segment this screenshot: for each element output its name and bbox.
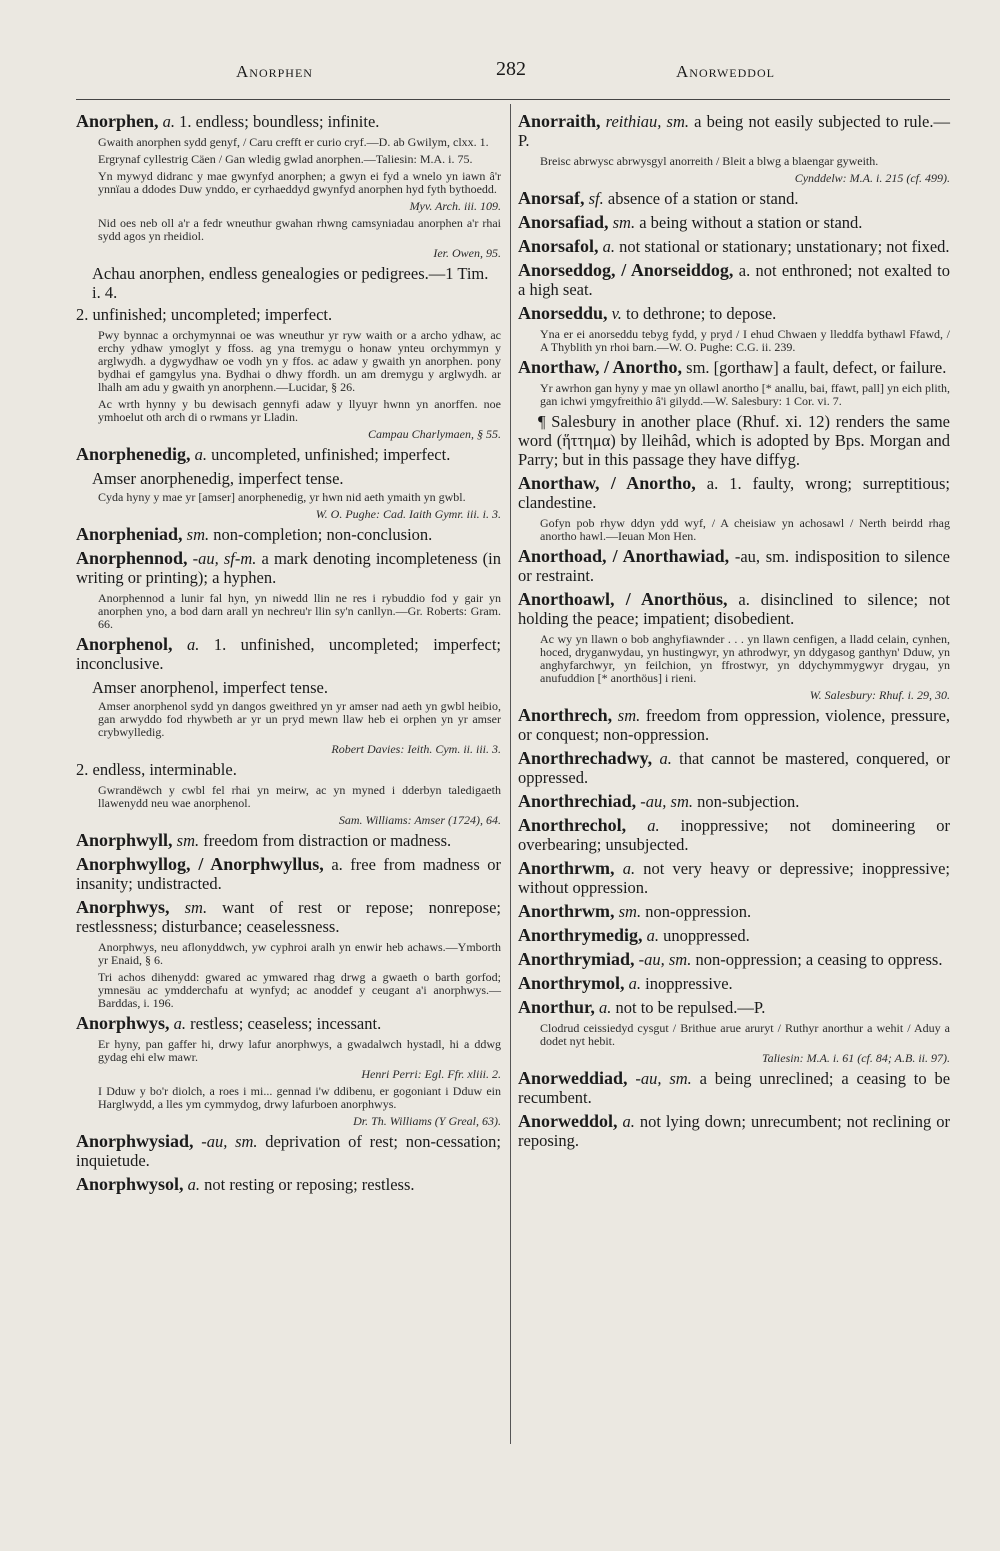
header-last-word: Anorweddol	[676, 62, 775, 81]
entry-anorseddog	[518, 261, 950, 299]
headword: Anorthrymedig,	[518, 925, 643, 945]
part-of-speech: sm.	[612, 213, 636, 232]
headword-pair: Anorthaw, / Anortho,	[518, 473, 696, 493]
definition: a mark denoting incompleteness (in writing or printing); a hyphen.	[76, 549, 501, 587]
headword-pair: Anorthoawl, / Anorthöus,	[518, 589, 728, 609]
quotation: Anorphwys, neu aflonyddwch, yw cyphroi aralh yn enwir heb achaws.—Ymborth yr Enaid, § 6.	[98, 940, 501, 967]
quotation: Ergrynaf cyllestrig Cäen / Gan wledig gwlad anorphen.—Taliesin: M.A. i. 75.	[98, 152, 473, 166]
part-of-speech: v.	[611, 304, 622, 323]
definition: not lying down; unrecumbent; not reclining or reposing.	[518, 1112, 951, 1150]
definition: not resting or reposing; restless.	[200, 1175, 415, 1194]
part-of-speech: -au, sm.	[635, 1069, 692, 1088]
entry-anorsafiad	[518, 213, 950, 232]
column-divider	[510, 104, 511, 1444]
headword: Anorthrechiad,	[518, 791, 637, 811]
part-of-speech: a.	[598, 998, 612, 1017]
definition: not stational or stationary; unstationary; not fixed.	[615, 237, 950, 256]
quotation: Yr awrhon gan hyny y mae yn ollawl anortho [* anallu, bai, ffawt, pall] yn eich plith, gan ichwi ymgyfreithio â'i gilydd.—W. Salesbury: 1 Cor. vi. 7.	[540, 381, 950, 408]
definition: a being unreclined; a ceasing to be recumbent.	[518, 1069, 951, 1107]
definition: want of rest or repose; nonrepose; restlessness; disturbance; ceaselessness.	[76, 898, 502, 936]
entry-anorthrwm-noun	[518, 902, 950, 921]
definition: sm. [gorthaw] a fault, defect, or failure.	[686, 358, 947, 377]
headword: Anorthrech,	[518, 705, 613, 725]
headword: Anorphenol,	[76, 634, 173, 654]
headword-pair: Anorseddog, / Anorseiddog,	[518, 260, 734, 280]
part-of-speech: a.	[173, 1014, 187, 1033]
part-of-speech: -au, sm.	[640, 792, 694, 811]
definition: unoppressed.	[659, 926, 750, 945]
headword: Anorraith,	[518, 111, 601, 131]
headword: Anorweddol,	[518, 1111, 618, 1131]
entry-anorphenol	[76, 635, 501, 673]
headword: Anorseddu,	[518, 303, 608, 323]
headword: Anorsafol,	[518, 236, 599, 256]
headword: Anorthrechadwy,	[518, 748, 653, 768]
part-of-speech: reithiau, sm.	[605, 112, 690, 131]
entry-anorphwys-adj	[76, 1014, 501, 1033]
entry-anorthrymol	[518, 974, 950, 993]
quotation: Gofyn pob rhyw ddyn ydd wyf, / A cheisiaw yn achosawl / Nerth beirdd rhag anortho hawl.—Ieuan Mon Hen.	[540, 516, 950, 543]
definition: a. free from madness or insanity; undistracted.	[76, 855, 502, 893]
citation: Henri Perri: Egl. Ffr. xliii. 2.	[361, 1067, 501, 1081]
headword: Anorphwyll,	[76, 830, 173, 850]
citation: Robert Davies: Ieith. Cym. ii. iii. 3.	[331, 742, 501, 756]
headword: Anorphwys,	[76, 1013, 170, 1033]
definition: a. 1. faulty, wrong; surreptitious; clandestine.	[518, 474, 950, 512]
headword: Anorthrwm,	[518, 858, 615, 878]
header-first-word: Anorphen	[236, 62, 313, 81]
citation: Cynddelw: M.A. i. 215 (cf. 499).	[794, 171, 950, 185]
definition: not very heavy or depressive; inoppressive; without oppression.	[518, 859, 950, 897]
part-of-speech: a.	[646, 926, 659, 945]
part-of-speech: a.	[622, 859, 636, 878]
part-of-speech: -au, sf-m.	[192, 549, 257, 568]
quotation: Yn mywyd didranc y mae gwynfyd anorphen; a gwyn ei fyd a wnelo yn iawn â'r ynnïau a ddodes Duw ynddo, er cyrhaeddyd gwynfyd anorphen hyd fyth bythoedd.	[98, 169, 501, 196]
entry-anorsafol	[518, 237, 950, 256]
quotation: Er hyny, pan gaffer hi, drwy lafur anorphwys, a gwadalwch hystadl, hi a ddwg gydag ehi elw mawr.	[98, 1037, 501, 1064]
sense-2: 2. endless, interminable.	[76, 760, 237, 779]
part-of-speech: a.	[187, 1175, 201, 1194]
sub-entry: Achau anorphen, endless genealogies or pedigrees.—1 Tim. i. 4.	[92, 264, 489, 302]
definition: that cannot be mastered, conquered, or oppressed.	[518, 749, 951, 787]
quotation: Clodrud ceissiedyd cysgut / Brithue arue aruryt / Ruthyr anorthur a wehit / Aduy a dodet nyt hebit.	[540, 1021, 950, 1048]
entry-anorthur	[518, 998, 950, 1017]
definition: non-completion; non-conclusion.	[209, 525, 433, 544]
citation: Campau Charlymaen, § 55.	[368, 427, 501, 441]
quotation: Pwy bynnac a orchymynnai oe was wneuthur yr ryw waith or a archo ydhaw, ac erchy ydhaw ymoglyt y ffoss. ag yna tremygu o honaw ynteu orchymmyn y arglwydh. a dygwydhaw oe vodh yn y ffos. ac adaw y gwaith yn anorphen. pony bydhai ef gamgylus yna. Bydhai o dhwy ffordh. un am dremygu y arglwydh. ar lhalh am adu y gwaith yn anorphenn.—Lucidar, § 26.	[98, 328, 501, 394]
headword-pair: Anorthoad, / Anorthawiad,	[518, 546, 730, 566]
sub-entry: Amser anorphenedig, imperfect tense.	[92, 469, 344, 488]
entry-anorphwysol	[76, 1175, 501, 1194]
sense-2: 2. unfinished; uncompleted; imperfect.	[76, 305, 333, 324]
part-of-speech: a.	[622, 1112, 635, 1131]
citation: Sam. Williams: Amser (1724), 64.	[338, 813, 501, 827]
headword: Anorphwysol,	[76, 1174, 184, 1194]
part-of-speech: sm.	[184, 898, 208, 917]
headword: Anorphenedig,	[76, 444, 191, 464]
definition: not to be repulsed.—P.	[611, 998, 766, 1017]
entry-anorthrechadwy	[518, 749, 950, 787]
quotation: Ac wy yn llawn o bob anghyfiawnder . . . yn llawn cenfigen, a lladd celain, cynhen, hoced, dryganwydau, yn hustingwyr, yn athrodwyr, yn ddygasog ganthyn' Dduw, yn anghyfarchwyr, yn feilchion, yn ffrostwyr, yn ddychymmygwyr drygau, yn anufuddion [* anorthöus] i rieni.	[540, 632, 950, 685]
citation: W. Salesbury: Rhuf. i. 29, 30.	[809, 688, 950, 702]
part-of-speech: -au, sm.	[201, 1132, 258, 1151]
definition: inoppressive.	[641, 974, 733, 993]
part-of-speech: a.	[628, 974, 641, 993]
headword: Anorsafiad,	[518, 212, 609, 232]
entry-anorthrymedig	[518, 926, 950, 945]
headword: Anorthrymiad,	[518, 949, 635, 969]
definition: to dethrone; to depose.	[621, 304, 777, 323]
definition: non-oppression; a ceasing to oppress.	[691, 950, 943, 969]
left-column	[76, 112, 501, 1199]
entry-anorthrymiad	[518, 950, 950, 969]
entry-anorseddu	[518, 304, 950, 323]
entry-anorthaw-adj	[518, 474, 950, 512]
part-of-speech: a.	[194, 445, 208, 464]
entry-anorphwyll	[76, 831, 501, 850]
quotation: Nid oes neb oll a'r a fedr wneuthur gwahan rhwng camsyniadau anorphen a'r rhai sydd agos yn rheidiol.	[98, 216, 501, 243]
quotation: Cyda hyny y mae yr [amser] anorphenedig, yr hwn nid aeth ymaith yn gwbl.	[98, 490, 466, 504]
definition: freedom from oppression, violence, pressure, or conquest; non-oppression.	[518, 706, 951, 744]
part-of-speech: a.	[187, 635, 200, 654]
quotation: Gwaith anorphen sydd genyf, / Caru crefft er curio cryf.—D. ab Gwilym, clxx. 1.	[98, 135, 489, 149]
definition: 1. endless; boundless; infinite.	[175, 112, 380, 131]
part-of-speech: a.	[659, 749, 672, 768]
part-of-speech: sm.	[186, 525, 210, 544]
entry-anorthrech	[518, 706, 950, 744]
quotation: Tri achos dihenydd: gwared ac ymwared rhag drwg a gwaeth o barth gorfod; ymnesäu ac ymdderchafu at wynfyd; ac anoddef y ceugant a'i anorphwys.—Barddas, i. 196.	[98, 970, 501, 1010]
entry-anorphenedig	[76, 445, 501, 464]
definition: inoppressive; not domineering or overbearing; unsubjected.	[518, 816, 950, 854]
quotation: Yna er ei anorseddu tebyg fydd, y pryd / I ehud Chwaen y lleddfa bythawl Ffawd, / A Thyblith yn rhoi barn.—W. O. Pughe: C.G. ii. 239.	[540, 327, 950, 354]
part-of-speech: a.	[647, 816, 660, 835]
headword: Anorthur,	[518, 997, 595, 1017]
quotation: I Dduw y bo'r diolch, a roes i mi... gennad i'w ddibenu, er gogoniant i Dduw ein Harglwydd, a lles ym cymmydog, drwy lafurboen anorphwys.	[98, 1084, 501, 1111]
entry-anorthrechiad	[518, 792, 950, 811]
part-of-speech: sm.	[618, 902, 642, 921]
definition: restless; ceaseless; incessant.	[186, 1014, 382, 1033]
citation: Ier. Owen, 95.	[433, 246, 501, 260]
definition: uncompleted, unfinished; imperfect.	[207, 445, 451, 464]
right-column	[518, 112, 950, 1155]
entry-anorphennod	[76, 549, 501, 587]
headword: Anorpheniad,	[76, 524, 183, 544]
part-of-speech: a.	[162, 112, 176, 131]
citation: Myv. Arch. iii. 109.	[409, 199, 501, 213]
header-rule	[76, 99, 950, 100]
definition: -au, sm. indisposition to silence or restraint.	[518, 547, 951, 585]
definition: a. not enthroned; not exalted to a high seat.	[518, 261, 951, 299]
definition: a being without a station or stand.	[635, 213, 863, 232]
definition: a. disinclined to silence; not holding the peace; impatient; disobedient.	[518, 590, 951, 628]
entry-anorraith	[518, 112, 950, 150]
headword: Anorthrwm,	[518, 901, 615, 921]
entry-anorthoawl	[518, 590, 950, 628]
definition: non-oppression.	[641, 902, 752, 921]
definition: a being not easily subjected to rule.—P.	[518, 112, 951, 150]
headword-pair: Anorphwyllog, / Anorphwyllus,	[76, 854, 324, 874]
headword: Anorphwys,	[76, 897, 170, 917]
part-of-speech: sm.	[617, 706, 641, 725]
quotation: Anorphennod a lunir fal hyn, yn niwedd llin ne res i rybuddio fod y gair yn anorphen yno, a bod darn arall yn nechreu'r llin sy'n canllyn.—Gr. Roberts: Gram. 66.	[98, 591, 501, 631]
entry-anorthoad	[518, 547, 950, 585]
citation: Dr. Th. Williams (Y Greal, 63).	[353, 1114, 501, 1128]
definition: deprivation of rest; non-cessation; inquietude.	[76, 1132, 502, 1170]
headword: Anorthrymol,	[518, 973, 625, 993]
sub-entry: Amser anorphenol, imperfect tense.	[92, 678, 328, 697]
headword: Anorweddiad,	[518, 1068, 628, 1088]
definition: 1. unfinished, uncompleted; imperfect; inconclusive.	[76, 635, 501, 673]
headword-pair: Anorthaw, / Anortho,	[518, 357, 683, 377]
citation: W. O. Pughe: Cad. Iaith Gymr. iii. i. 3.	[315, 507, 501, 521]
quotation: Amser anorphenol sydd yn dangos gweithred yn yr amser nad aeth yn gwbl heibio, gan arwyddo fod rhywbeth ar yr un pryd mewn llaw heb ei orphen yn yr amser crybwylledig.	[98, 699, 501, 739]
part-of-speech: sf.	[588, 189, 604, 208]
entry-anorphen	[76, 112, 501, 131]
entry-anorphwys-noun	[76, 898, 501, 936]
entry-anorthrwm-adj	[518, 859, 950, 897]
headword: Anorphwysiad,	[76, 1131, 194, 1151]
definition: absence of a station or stand.	[603, 189, 799, 208]
headword: Anorsaf,	[518, 188, 585, 208]
entry-anorphwysiad	[76, 1132, 501, 1170]
definition: non-subjection.	[693, 792, 800, 811]
usage-note: ¶ Salesbury in another place (Rhuf. xi. 12) renders the same word (ἥττημα) by lleihâd, which is adopted by Bps. Morgan and Parry; but in this passage they have diffyg.	[518, 412, 950, 469]
part-of-speech: -au, sm.	[638, 950, 692, 969]
running-header	[0, 58, 1000, 88]
entry-anorsaf	[518, 189, 950, 208]
entry-anorpheniad	[76, 525, 501, 544]
headword: Anorphennod,	[76, 548, 188, 568]
quotation: Breisc abrwysc abrwysgyl anorreith / Bleit a blwg a blaengar gyweith.	[540, 154, 879, 168]
quotation: Gwrandëwch y cwbl fel rhai yn meirw, ac yn myned i dderbyn taledigaeth llawenydd neu wae anorphenol.	[98, 783, 501, 810]
entry-anorweddol	[518, 1112, 950, 1150]
headword: Anorphen,	[76, 111, 159, 131]
entry-anorweddiad	[518, 1069, 950, 1107]
entry-anorthaw-noun	[518, 358, 950, 377]
part-of-speech: sm.	[176, 831, 200, 850]
entry-anorthrechol	[518, 816, 950, 854]
headword: Anorthrechol,	[518, 815, 627, 835]
quotation: Ac wrth hynny y bu dewisach gennyfi adaw y llyuyr hwnn yn anorffen. noe ymhoelut oth arch di o rwmans yr Lladin.	[98, 397, 501, 424]
entry-anorphwyllog	[76, 855, 501, 893]
part-of-speech: a.	[602, 237, 615, 256]
page-number: 282	[496, 58, 526, 80]
citation: Taliesin: M.A. i. 61 (cf. 84; A.B. ii. 97).	[762, 1051, 950, 1065]
definition: freedom from distraction or madness.	[199, 831, 452, 850]
